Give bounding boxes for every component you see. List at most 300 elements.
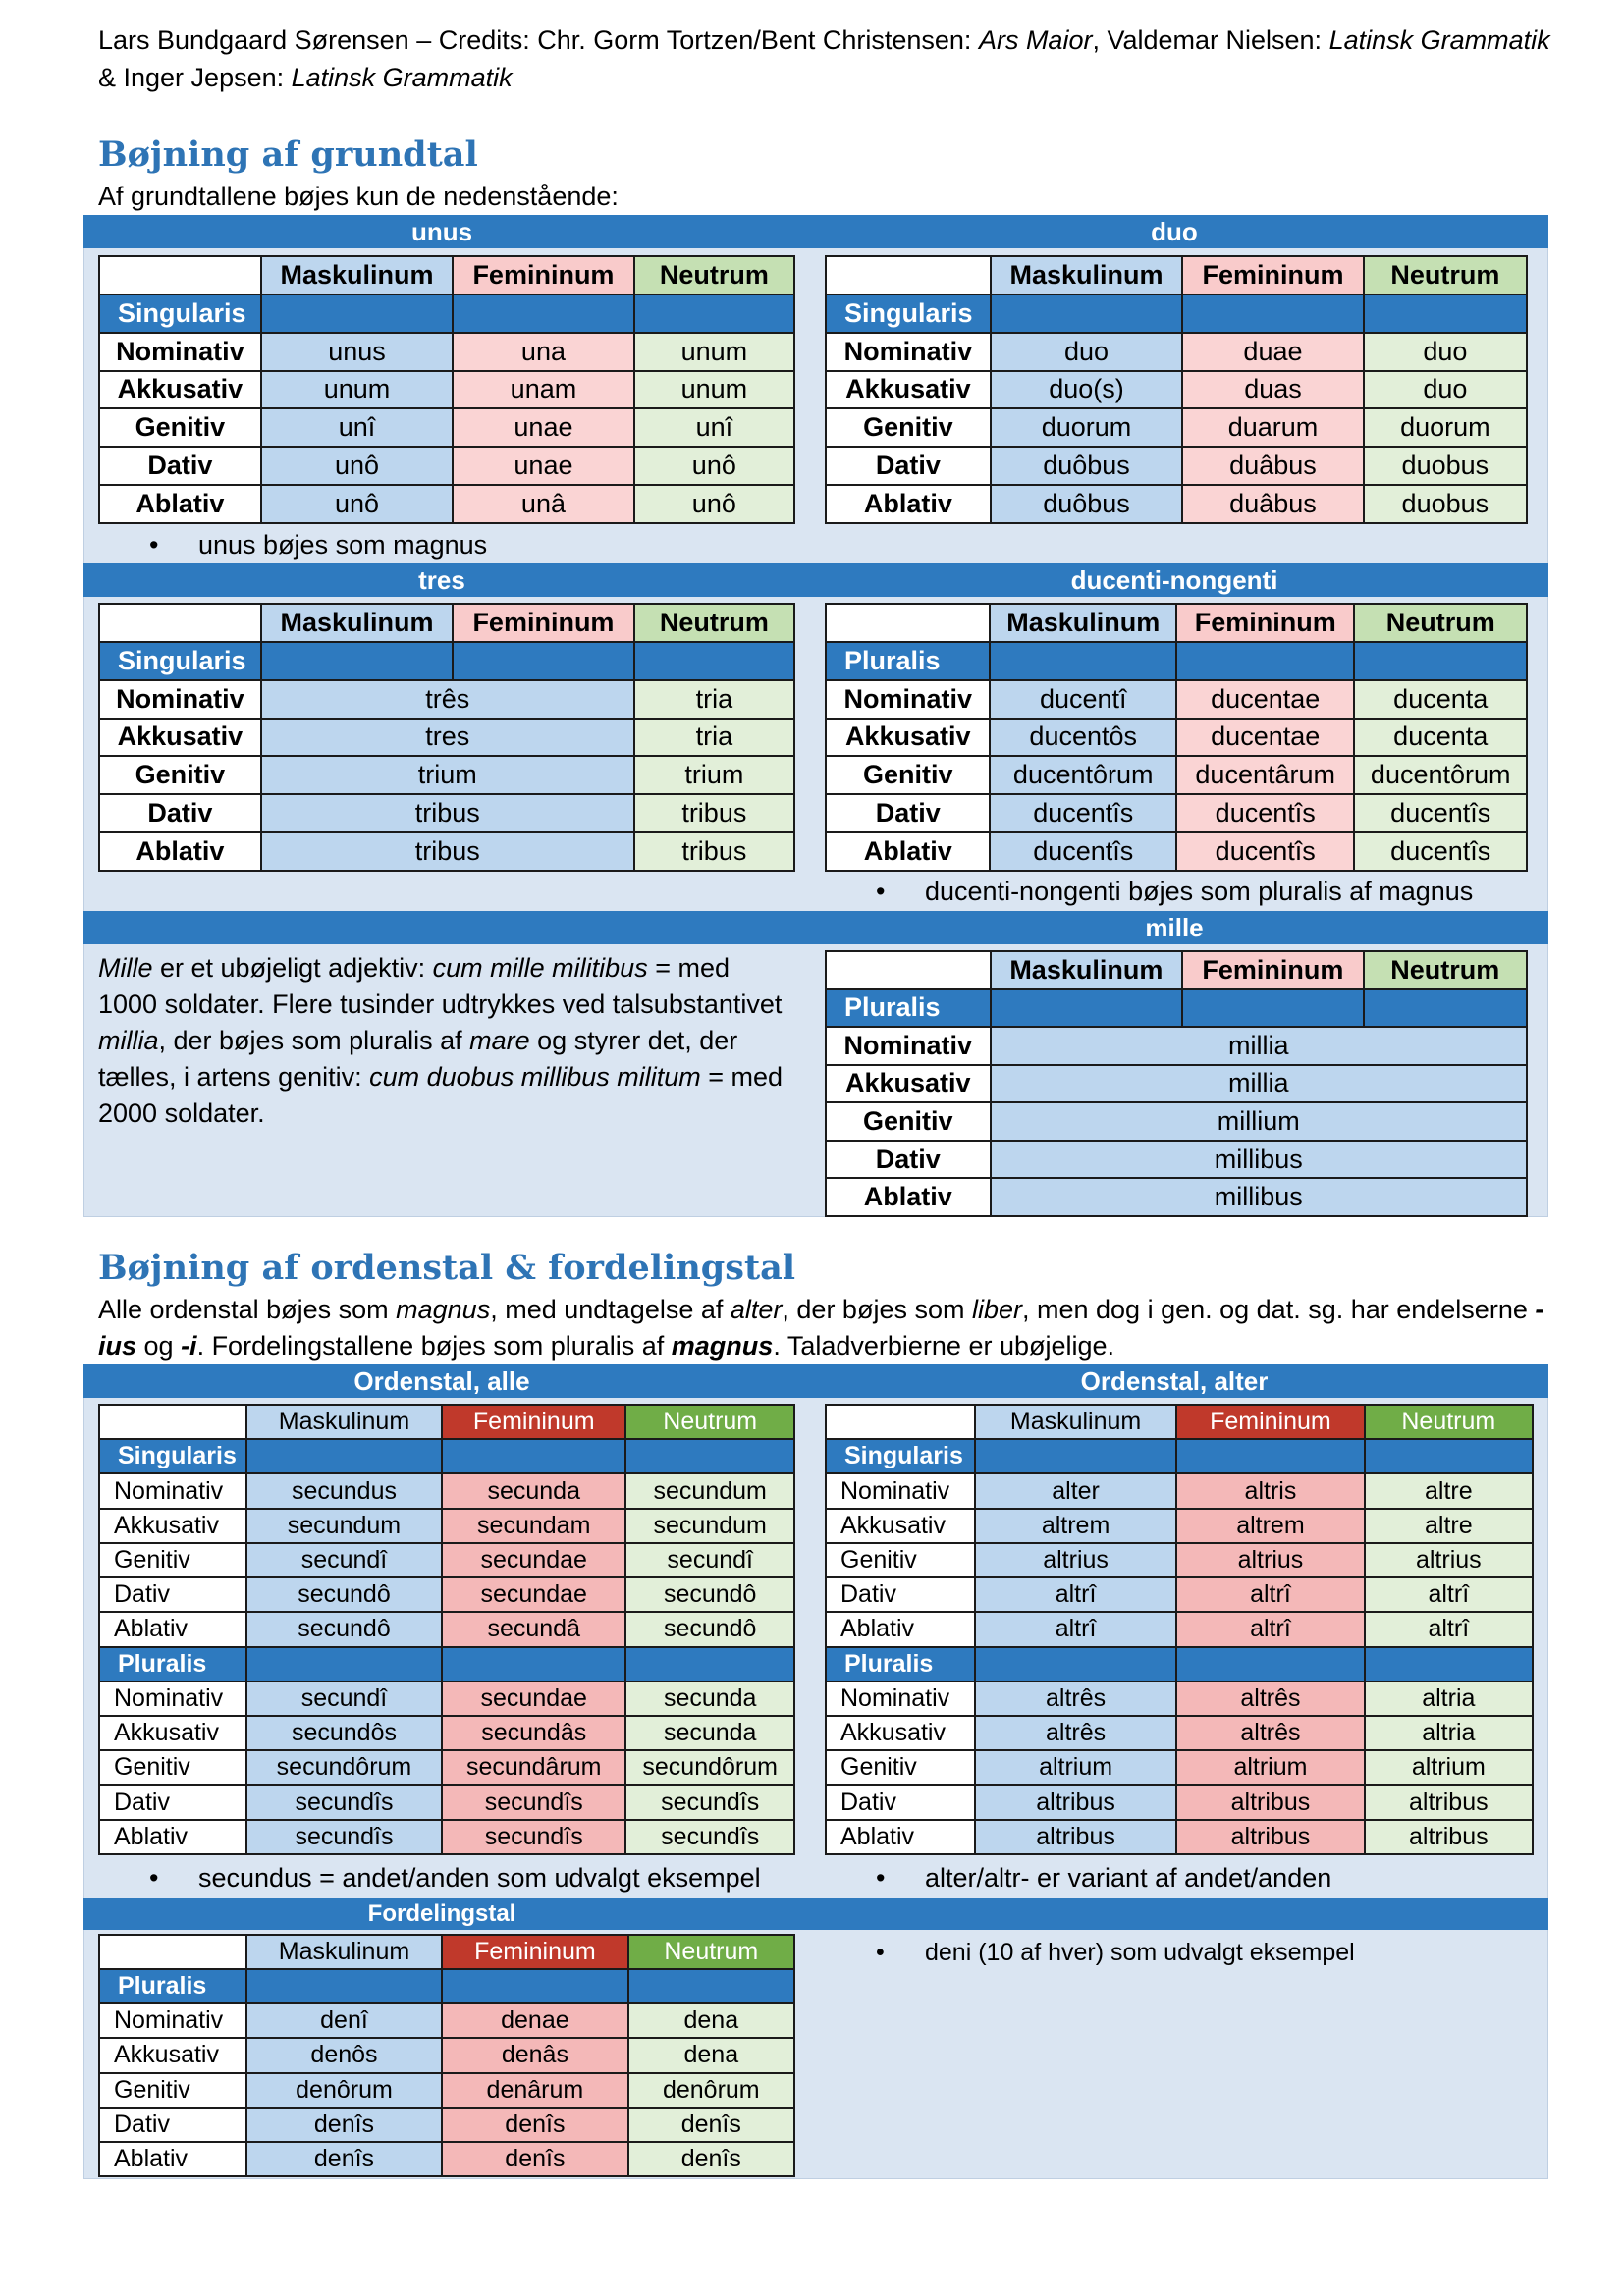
case-label: Genitiv (99, 2073, 246, 2108)
section-row-label: Pluralis (99, 1969, 246, 2003)
table-row (826, 1577, 1533, 1612)
cell-mask-fem: três (261, 680, 634, 719)
section-fill (1364, 294, 1527, 333)
title-bar (83, 215, 1548, 248)
cell-mask-fem: tribus (261, 794, 634, 832)
table-row (99, 680, 794, 719)
cell-neut: denîs (628, 2108, 794, 2142)
cell-all-genders: millia (991, 1065, 1527, 1103)
col-header-neut: Neutrum (1354, 604, 1527, 642)
cell-neut: altrium (1365, 1750, 1533, 1785)
bullet-icon: • (876, 877, 886, 906)
corner-cell (99, 1405, 246, 1439)
cell-neut: duo (1364, 333, 1527, 371)
cell-mask: ducentî (990, 680, 1176, 719)
table-row (826, 719, 1527, 757)
text-run: -ius (98, 1295, 1544, 1361)
section-fill (625, 1647, 794, 1682)
cell-mask: secundî (246, 1543, 442, 1577)
cell-fem: unae (453, 408, 633, 447)
cell-mask: secundô (246, 1612, 442, 1646)
section-fill (634, 642, 794, 680)
case-label: Genitiv (99, 1543, 246, 1577)
text-run: magnus (671, 1331, 774, 1361)
table-row (826, 485, 1527, 523)
note-unus (149, 528, 488, 561)
cell-neut: altrî (1365, 1612, 1533, 1646)
cell-fem: altrês (1176, 1716, 1364, 1750)
cell-fem: denae (442, 2003, 627, 2038)
cell-fem: denârum (442, 2073, 627, 2108)
cell-fem: duae (1182, 333, 1363, 371)
cell-fem: altrî (1176, 1612, 1364, 1646)
cell-fem: ducentârum (1176, 756, 1354, 794)
cell-fem: secundam (442, 1509, 625, 1543)
case-label: Akkusativ (826, 1065, 991, 1103)
cell-fem: secunda (442, 1473, 625, 1508)
section-fill (1354, 642, 1527, 680)
cell-fem: una (453, 333, 633, 371)
tres-table (98, 603, 795, 872)
table-title-unus: unus (410, 217, 473, 246)
text-run: , med undtagelse af (490, 1295, 731, 1324)
cell-fem: ducentîs (1176, 794, 1354, 832)
credits-line (98, 22, 1551, 96)
cell-neut: secundî (625, 1543, 794, 1577)
table-row (826, 1065, 1527, 1103)
table-row (99, 2003, 794, 2038)
cell-all-genders: millibus (991, 1141, 1527, 1179)
table-row (99, 756, 794, 794)
cell-neut: unum (634, 333, 794, 371)
title-bar (83, 1364, 1548, 1398)
table-row (826, 1543, 1533, 1577)
cell-mask: ducentôrum (990, 756, 1176, 794)
case-label: Ablativ (826, 832, 990, 871)
cell-mask: duorum (991, 408, 1182, 447)
table-title-tres: tres (418, 565, 465, 595)
table-row (99, 1543, 794, 1577)
section-fill (442, 1647, 625, 1682)
cell-fem: altrium (1176, 1750, 1364, 1785)
col-header-neut: Neutrum (634, 604, 794, 642)
bullet-icon: • (149, 1863, 159, 1893)
bullet-icon: • (149, 530, 159, 560)
col-header-mask: Maskulinum (991, 256, 1182, 294)
cell-fem: ducentae (1176, 680, 1354, 719)
table-row (826, 371, 1527, 409)
case-label: Dativ (99, 1785, 246, 1819)
section-fill (1365, 1647, 1533, 1682)
credits-sep: , Valdemar Nielsen: (1092, 26, 1329, 55)
cell-neut: tribus (634, 794, 794, 832)
text-run: millia (98, 1026, 159, 1055)
section-title: Bøjning af grundtal (98, 134, 478, 175)
cell-mask: secundîs (246, 1785, 442, 1819)
case-label: Genitiv (99, 756, 261, 794)
case-label: Nominativ (99, 333, 261, 371)
cell-mask: duôbus (991, 447, 1182, 485)
case-label: Akkusativ (99, 371, 261, 409)
section-fill (1176, 642, 1354, 680)
col-header-mask: Maskulinum (246, 1405, 442, 1439)
case-label: Dativ (826, 1785, 975, 1819)
cell-neut: secundô (625, 1577, 794, 1612)
cell-mask: alter (975, 1473, 1176, 1508)
table-row (99, 2108, 794, 2142)
table-row (826, 680, 1527, 719)
text-run: og styrer det, der tælles, i artens genitiv: (98, 1026, 738, 1092)
section-fill (1182, 989, 1364, 1028)
case-label: Nominativ (826, 333, 991, 371)
section-fill (246, 1439, 442, 1473)
case-label: Dativ (99, 447, 261, 485)
table-row (99, 1820, 794, 1854)
cell-mask: denîs (246, 2108, 442, 2142)
section-row-label: Singularis (99, 642, 261, 680)
cell-mask: duo(s) (991, 371, 1182, 409)
table-row (826, 447, 1527, 485)
cell-neut: secundum (625, 1473, 794, 1508)
section-intro (98, 1292, 1551, 1364)
section-fill (1176, 1439, 1364, 1473)
cell-mask: ducentîs (990, 832, 1176, 871)
unus-table (98, 255, 795, 524)
case-label: Genitiv (826, 1102, 991, 1141)
table-row (99, 2073, 794, 2108)
section-fill (246, 1969, 442, 2003)
table-row (99, 794, 794, 832)
table-title-ducenti: ducenti-nongenti (1070, 565, 1278, 595)
corner-cell (826, 256, 991, 294)
cell-neut: ducenta (1354, 719, 1527, 757)
table-row (99, 1577, 794, 1612)
cell-mask: altrem (975, 1509, 1176, 1543)
section-fill (453, 642, 633, 680)
case-label: Dativ (826, 1577, 975, 1612)
cell-fem: unae (453, 447, 633, 485)
section-fill (1364, 989, 1527, 1028)
case-label: Genitiv (826, 1750, 975, 1785)
cell-fem: altribus (1176, 1820, 1364, 1854)
note-text: alter/altr- er variant af andet/anden (925, 1863, 1332, 1893)
cell-mask: unus (261, 333, 453, 371)
table-row (99, 485, 794, 523)
table-row (99, 333, 794, 371)
corner-cell (99, 1935, 246, 1969)
case-label: Dativ (826, 447, 991, 485)
text-run: Alle ordenstal bøjes som (98, 1295, 397, 1324)
cell-mask: altribus (975, 1820, 1176, 1854)
col-header-neut: Neutrum (634, 256, 794, 294)
table-row (99, 1716, 794, 1750)
section-fill (261, 642, 453, 680)
cell-neut: duo (1364, 371, 1527, 409)
cell-mask: unô (261, 485, 453, 523)
cell-mask-fem: trium (261, 756, 634, 794)
cell-neut: denôrum (628, 2073, 794, 2108)
case-label: Akkusativ (99, 719, 261, 757)
cell-mask: ducentôs (990, 719, 1176, 757)
case-label: Dativ (826, 1141, 991, 1179)
table-row (826, 1178, 1527, 1216)
section-row-label: Pluralis (826, 642, 990, 680)
col-header-fem: Femininum (453, 604, 633, 642)
corner-cell (99, 256, 261, 294)
cell-neut: unô (634, 485, 794, 523)
note-text: deni (10 af hver) som udvalgt eksempel (925, 1939, 1355, 1966)
cell-neut: tribus (634, 832, 794, 871)
cell-neut: duobus (1364, 447, 1527, 485)
alter-table (825, 1404, 1534, 1855)
text-run: , men dog i gen. og dat. sg. har endelserne (1022, 1295, 1536, 1324)
cell-neut: altre (1365, 1509, 1533, 1543)
cell-mask: denôs (246, 2038, 442, 2072)
table-row (826, 333, 1527, 371)
cell-fem: secundârum (442, 1750, 625, 1785)
table-row (99, 408, 794, 447)
case-label: Nominativ (826, 1682, 975, 1716)
col-header-mask: Maskulinum (975, 1405, 1176, 1439)
cell-fem: secundîs (442, 1785, 625, 1819)
cell-all-genders: millibus (991, 1178, 1527, 1216)
table-row (826, 1785, 1533, 1819)
cell-fem: duas (1182, 371, 1363, 409)
cell-mask: secundîs (246, 1820, 442, 1854)
case-label: Akkusativ (826, 719, 990, 757)
table-row (99, 1612, 794, 1646)
note-alter (876, 1861, 1332, 1895)
table-row (99, 1509, 794, 1543)
col-header-neut: Neutrum (1365, 1405, 1533, 1439)
cell-fem: denîs (442, 2142, 627, 2176)
table-row (826, 1750, 1533, 1785)
cell-mask: altrius (975, 1543, 1176, 1577)
section-intro: Af grundtallene bøjes kun de nedenstående: (98, 182, 619, 211)
case-label: Akkusativ (99, 2038, 246, 2072)
case-label: Ablativ (99, 2142, 246, 2176)
col-header-fem: Femininum (1182, 951, 1364, 989)
cell-fem: altrî (1176, 1577, 1364, 1612)
section-row-label: Pluralis (826, 1647, 975, 1682)
cell-neut: duorum (1364, 408, 1527, 447)
table-row (826, 408, 1527, 447)
case-label: Nominativ (826, 1027, 991, 1065)
cell-mask-fem: tribus (261, 832, 634, 871)
text-run: , der bøjes som (782, 1295, 972, 1324)
section-fill (453, 294, 633, 333)
case-label: Nominativ (826, 1473, 975, 1508)
section-fill (261, 294, 453, 333)
mille-table (825, 950, 1528, 1217)
case-label: Akkusativ (99, 1509, 246, 1543)
cell-fem: secundae (442, 1682, 625, 1716)
table-title-ordenstal: Ordenstal, alle (353, 1366, 530, 1396)
text-run: . Fordelingstallene bøjes som pluralis af (196, 1331, 672, 1361)
table-row (99, 447, 794, 485)
cell-mask: altrî (975, 1612, 1176, 1646)
case-label: Ablativ (826, 1178, 991, 1216)
text-run: magnus (396, 1295, 491, 1324)
ducenti-table (825, 603, 1528, 872)
cell-neut: trium (634, 756, 794, 794)
cell-neut: secunda (625, 1682, 794, 1716)
section-fill (625, 1439, 794, 1473)
text-run: er et ubøjeligt adjektiv: (152, 953, 433, 983)
cell-neut: unum (634, 371, 794, 409)
cell-fem: unâ (453, 485, 633, 523)
table-row (826, 1509, 1533, 1543)
cell-neut: altria (1365, 1682, 1533, 1716)
cell-fem: altrem (1176, 1509, 1364, 1543)
cell-fem: denîs (442, 2108, 627, 2142)
table-title-alter: Ordenstal, alter (1080, 1366, 1269, 1396)
section-fill (634, 294, 794, 333)
col-header-fem: Femininum (1176, 1405, 1364, 1439)
case-label: Ablativ (99, 1612, 246, 1646)
cell-mask: altrês (975, 1682, 1176, 1716)
col-header-neut: Neutrum (1364, 256, 1527, 294)
case-label: Nominativ (99, 680, 261, 719)
cell-fem: denâs (442, 2038, 627, 2072)
cell-mask: secundî (246, 1682, 442, 1716)
credits-book: Ars Maior (978, 26, 1093, 55)
cell-all-genders: millia (991, 1027, 1527, 1065)
cell-neut: ducenta (1354, 680, 1527, 719)
cell-neut: altribus (1365, 1820, 1533, 1854)
cell-neut: tria (634, 719, 794, 757)
cell-fem: duâbus (1182, 485, 1363, 523)
section-fill (990, 642, 1176, 680)
table-row (826, 1612, 1533, 1646)
cell-mask: altrês (975, 1716, 1176, 1750)
text-run: cum mille militibus (432, 953, 648, 983)
cell-neut: unî (634, 408, 794, 447)
case-label: Nominativ (99, 1473, 246, 1508)
col-header-fem: Femininum (1182, 256, 1363, 294)
case-label: Akkusativ (826, 371, 991, 409)
section-fill (975, 1647, 1176, 1682)
cell-neut: secunda (625, 1716, 794, 1750)
cell-fem: ducentae (1176, 719, 1354, 757)
col-header-mask: Maskulinum (991, 951, 1183, 989)
table-title-duo: duo (1151, 217, 1198, 246)
corner-cell (826, 1405, 975, 1439)
cell-neut: unô (634, 447, 794, 485)
cell-mask: unô (261, 447, 453, 485)
cell-mask: duôbus (991, 485, 1182, 523)
case-label: Genitiv (826, 1543, 975, 1577)
case-label: Nominativ (99, 2003, 246, 2038)
cell-all-genders: millium (991, 1102, 1527, 1141)
cell-neut: tria (634, 680, 794, 719)
case-label: Nominativ (99, 1682, 246, 1716)
cell-fem: secundâ (442, 1612, 625, 1646)
note-text: ducenti-nongenti bøjes som pluralis af magnus (925, 877, 1474, 906)
col-header-mask: Maskulinum (246, 1935, 442, 1969)
section-row-label: Singularis (99, 1439, 246, 1473)
case-label: Ablativ (99, 832, 261, 871)
table-row (99, 1682, 794, 1716)
col-header-fem: Femininum (453, 256, 633, 294)
col-header-neut: Neutrum (1364, 951, 1527, 989)
cell-mask: denôrum (246, 2073, 442, 2108)
case-label: Genitiv (99, 408, 261, 447)
cell-mask: denîs (246, 2142, 442, 2176)
cell-neut: altre (1365, 1473, 1533, 1508)
credits-sep: & Inger Jepsen: (98, 63, 292, 92)
text-run: cum duobus millibus militum (369, 1062, 701, 1092)
bullet-icon: • (876, 1939, 885, 1966)
corner-cell (99, 604, 261, 642)
section-fill (975, 1439, 1176, 1473)
case-label: Ablativ (99, 1820, 246, 1854)
text-run: , der bøjes som pluralis af (158, 1026, 470, 1055)
cell-fem: altribus (1176, 1785, 1364, 1819)
col-header-mask: Maskulinum (990, 604, 1176, 642)
note-ducenti (876, 875, 1474, 908)
section-row-label: Singularis (826, 294, 991, 333)
case-label: Genitiv (826, 756, 990, 794)
case-label: Dativ (99, 1577, 246, 1612)
cell-mask: altrium (975, 1750, 1176, 1785)
cell-mask: unum (261, 371, 453, 409)
cell-neut: altrius (1365, 1543, 1533, 1577)
cell-neut: duobus (1364, 485, 1527, 523)
section-row-label: Pluralis (826, 989, 991, 1028)
cell-neut: altria (1365, 1716, 1533, 1750)
cell-fem: secundae (442, 1543, 625, 1577)
cell-fem: altrês (1176, 1682, 1364, 1716)
cell-fem: duâbus (1182, 447, 1363, 485)
table-row (99, 2038, 794, 2072)
case-label: Dativ (99, 794, 261, 832)
section-title: Bøjning af ordenstal & fordelingstal (98, 1248, 796, 1288)
cell-fem: altrius (1176, 1543, 1364, 1577)
cell-fem: secundae (442, 1577, 625, 1612)
corner-cell (826, 604, 990, 642)
text-run: . Taladverbierne er ubøjelige. (773, 1331, 1115, 1361)
credits-book: Latinsk Grammatik (1328, 26, 1550, 55)
text-run: -i (181, 1331, 197, 1361)
col-header-neut: Neutrum (628, 1935, 794, 1969)
cell-neut: ducentîs (1354, 794, 1527, 832)
table-row (99, 1785, 794, 1819)
note-text: unus bøjes som magnus (198, 530, 488, 560)
text-run: = med 2000 soldater. (98, 1062, 784, 1128)
title-bar (83, 911, 1548, 944)
cell-mask: denî (246, 2003, 442, 2038)
section-row-label: Pluralis (99, 1647, 246, 1682)
col-header-neut: Neutrum (625, 1405, 794, 1439)
title-bar (83, 1898, 1548, 1930)
credits-book: Latinsk Grammatik (291, 63, 513, 92)
table-row (826, 1102, 1527, 1141)
cell-neut: ducentôrum (1354, 756, 1527, 794)
cell-mask: secundus (246, 1473, 442, 1508)
text-run: alter (730, 1295, 783, 1324)
case-label: Akkusativ (826, 1716, 975, 1750)
cell-fem: secundâs (442, 1716, 625, 1750)
cell-fem: unam (453, 371, 633, 409)
table-row (826, 756, 1527, 794)
col-header-fem: Femininum (1176, 604, 1354, 642)
cell-neut: denîs (628, 2142, 794, 2176)
section-fill (991, 989, 1183, 1028)
case-label: Genitiv (99, 1750, 246, 1785)
cell-neut: altrî (1365, 1577, 1533, 1612)
text-run: mare (469, 1026, 530, 1055)
